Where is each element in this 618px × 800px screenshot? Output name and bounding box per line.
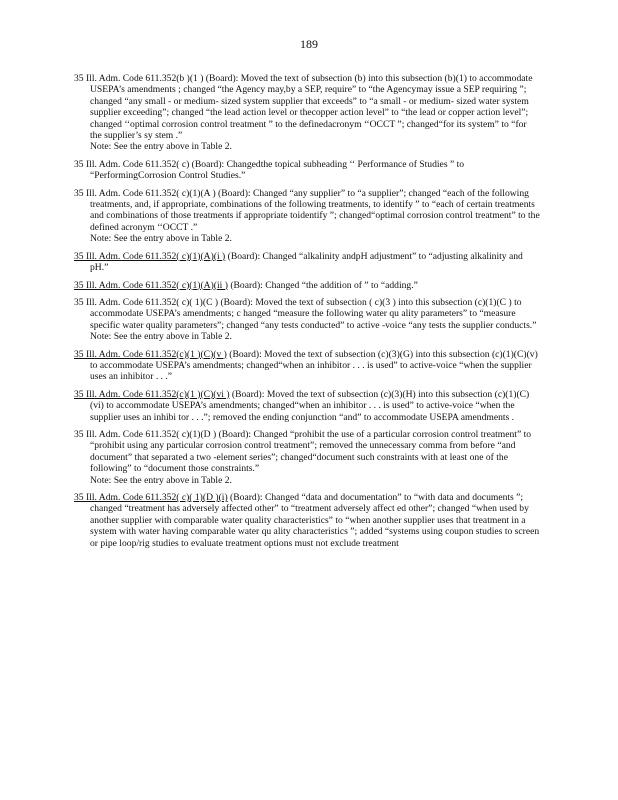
entry-list: [74, 73, 540, 555]
list-item: [74, 492, 540, 549]
entry-note: Note: See the entry above in Table 2.: [90, 233, 232, 245]
entry-text: Changed “prohibit the use of a particular corrosion control treatment” to “prohibit using any particular corrosion control treatment”; removed the unnecessary comma from before “and document” that separated a two -element series”; changed“document such constraints with at least one of the following” to “document those constraints.”: [90, 428, 532, 475]
page-number: 189: [300, 37, 318, 51]
entry-note: Note: See the entry above in Table 2.: [90, 331, 232, 343]
list-item: [74, 188, 540, 245]
citation: 35 Ill. Adm. Code 611.352( c)(1)(D ) (Board):: [74, 428, 252, 440]
entry-text: (Board): Changed “data and documentation” to “with data and documents ”; changed “treatment has adversely affected other” to “treatment adversely affect ed other”; changed “when used by another supplier with comparable water quality characteristics” to “when another supplier uses that treatment in a system with water having comparable water qu ality characteristics ”; added “systems using coupon studies to screen or pipe loop/rig studies to evaluate treatment options must not exclude treatment: [90, 492, 540, 549]
entry-text: Changed “any supplier” to “a supplier”; changed “each of the following treatments, and, if appropriate, combinations of the following treatments, to identify ” to “each of certain treatments and combinations of those treatments if appropriate toidentify ”; changed“optimal corrosion control treatment” to the defined acronym ‘‘OCCT .”: [90, 187, 540, 233]
entry-text: (Board): Moved the text of subsection (c)(3)(G) into this subsection (c)(1)(C)(v) to accommodate USEPA’s amendments; changed“when an inhibitor . . . is used” to active-voice “when the supplier uses an inhibitor . . .”: [90, 348, 538, 383]
entry-text: (Board): Changed “the addition of ” to “adding.”: [227, 279, 418, 291]
citation: 35 Ill. Adm. Code 611.352( c)(1)(A)(i ): [74, 250, 226, 262]
list-item: [74, 297, 540, 343]
list-item: [74, 73, 540, 153]
citation: 35 Ill. Adm. Code 611.352( c)(1)(A)(ii ): [74, 279, 228, 291]
list-item: [74, 280, 540, 291]
list-item: [74, 159, 540, 182]
citation: 35 Ill. Adm. Code 611.352( c) (Board):: [74, 158, 225, 170]
entry-text: Moved the text of subsection ( c)(3 ) into this subsection (c)(1)(C ) to accommodate USEPA’s amendments; c hanged “measure the following water qu ality parameters” to “measure specific water quality parameters”; changed “any tests conducted” to active -voice “any tests the supplier conducts.”: [90, 296, 537, 331]
entry-text: Moved the text of subsection (b) into this subsection (b)(1) to accommodate USEPA’s amendments ; changed “the Agency may,by a SEP, require” to “the Agencymay issue a SEP requiring ”; changed “any small - or medium- sized system supplier that exceeds” to “a small - or medium- sized water system supplier exceeding”; changed “the lead action level or thecopper action level” to “the lead or copper action level”; changed ‘‘optimal corrosion control treatment ” to the definedacronym ‘‘OCCT ”; changed“for its system” to “for the supplier’s sy stem .”: [90, 73, 533, 142]
citation: 35 Ill. Adm. Code 611.352(b )(1 ) (Board):: [74, 73, 239, 84]
citation: 35 Ill. Adm. Code 611.352( c)( 1)(C ) (Board):: [74, 296, 253, 308]
list-item: [74, 429, 540, 486]
citation: 35 Ill. Adm. Code 611.352(c)(1 )(C)(vi ): [74, 388, 230, 400]
list-item: [74, 389, 540, 423]
entry-text: (Board): Moved the text of subsection (c)(3)(H) into this subsection (c)(1)(C)(vi) to accommodate USEPA’s amendments; changed“when an inhibitor . . . is used” to active-voice “when the supplier uses an inhibi tor . . .”; removed the ending conjunction “and” to accommodate USEPA amendments .: [90, 388, 530, 423]
citation: 35 Ill. Adm. Code 611.352(c)(1 )(C)(v ): [74, 348, 227, 360]
list-item: [74, 349, 540, 383]
entry-note: Note: See the entry above in Table 2.: [90, 474, 232, 486]
entry-text: (Board): Changed “alkalinity andpH adjustment” to “adjusting alkalinity and pH.”: [90, 250, 523, 274]
entry-note: Note: See the entry above in Table 2.: [90, 141, 232, 153]
entry-text: Changedthe topical subheading ‘‘ Performance of Studies ” to “PerformingCorrosion Control Studies.”: [90, 158, 465, 182]
citation: 35 Ill. Adm. Code 611.352( c)(1)(A ) (Board):: [74, 187, 251, 199]
citation: 35 Ill. Adm. Code 611.352( c)( 1)(D )(i): [74, 492, 228, 503]
list-item: [74, 251, 540, 274]
